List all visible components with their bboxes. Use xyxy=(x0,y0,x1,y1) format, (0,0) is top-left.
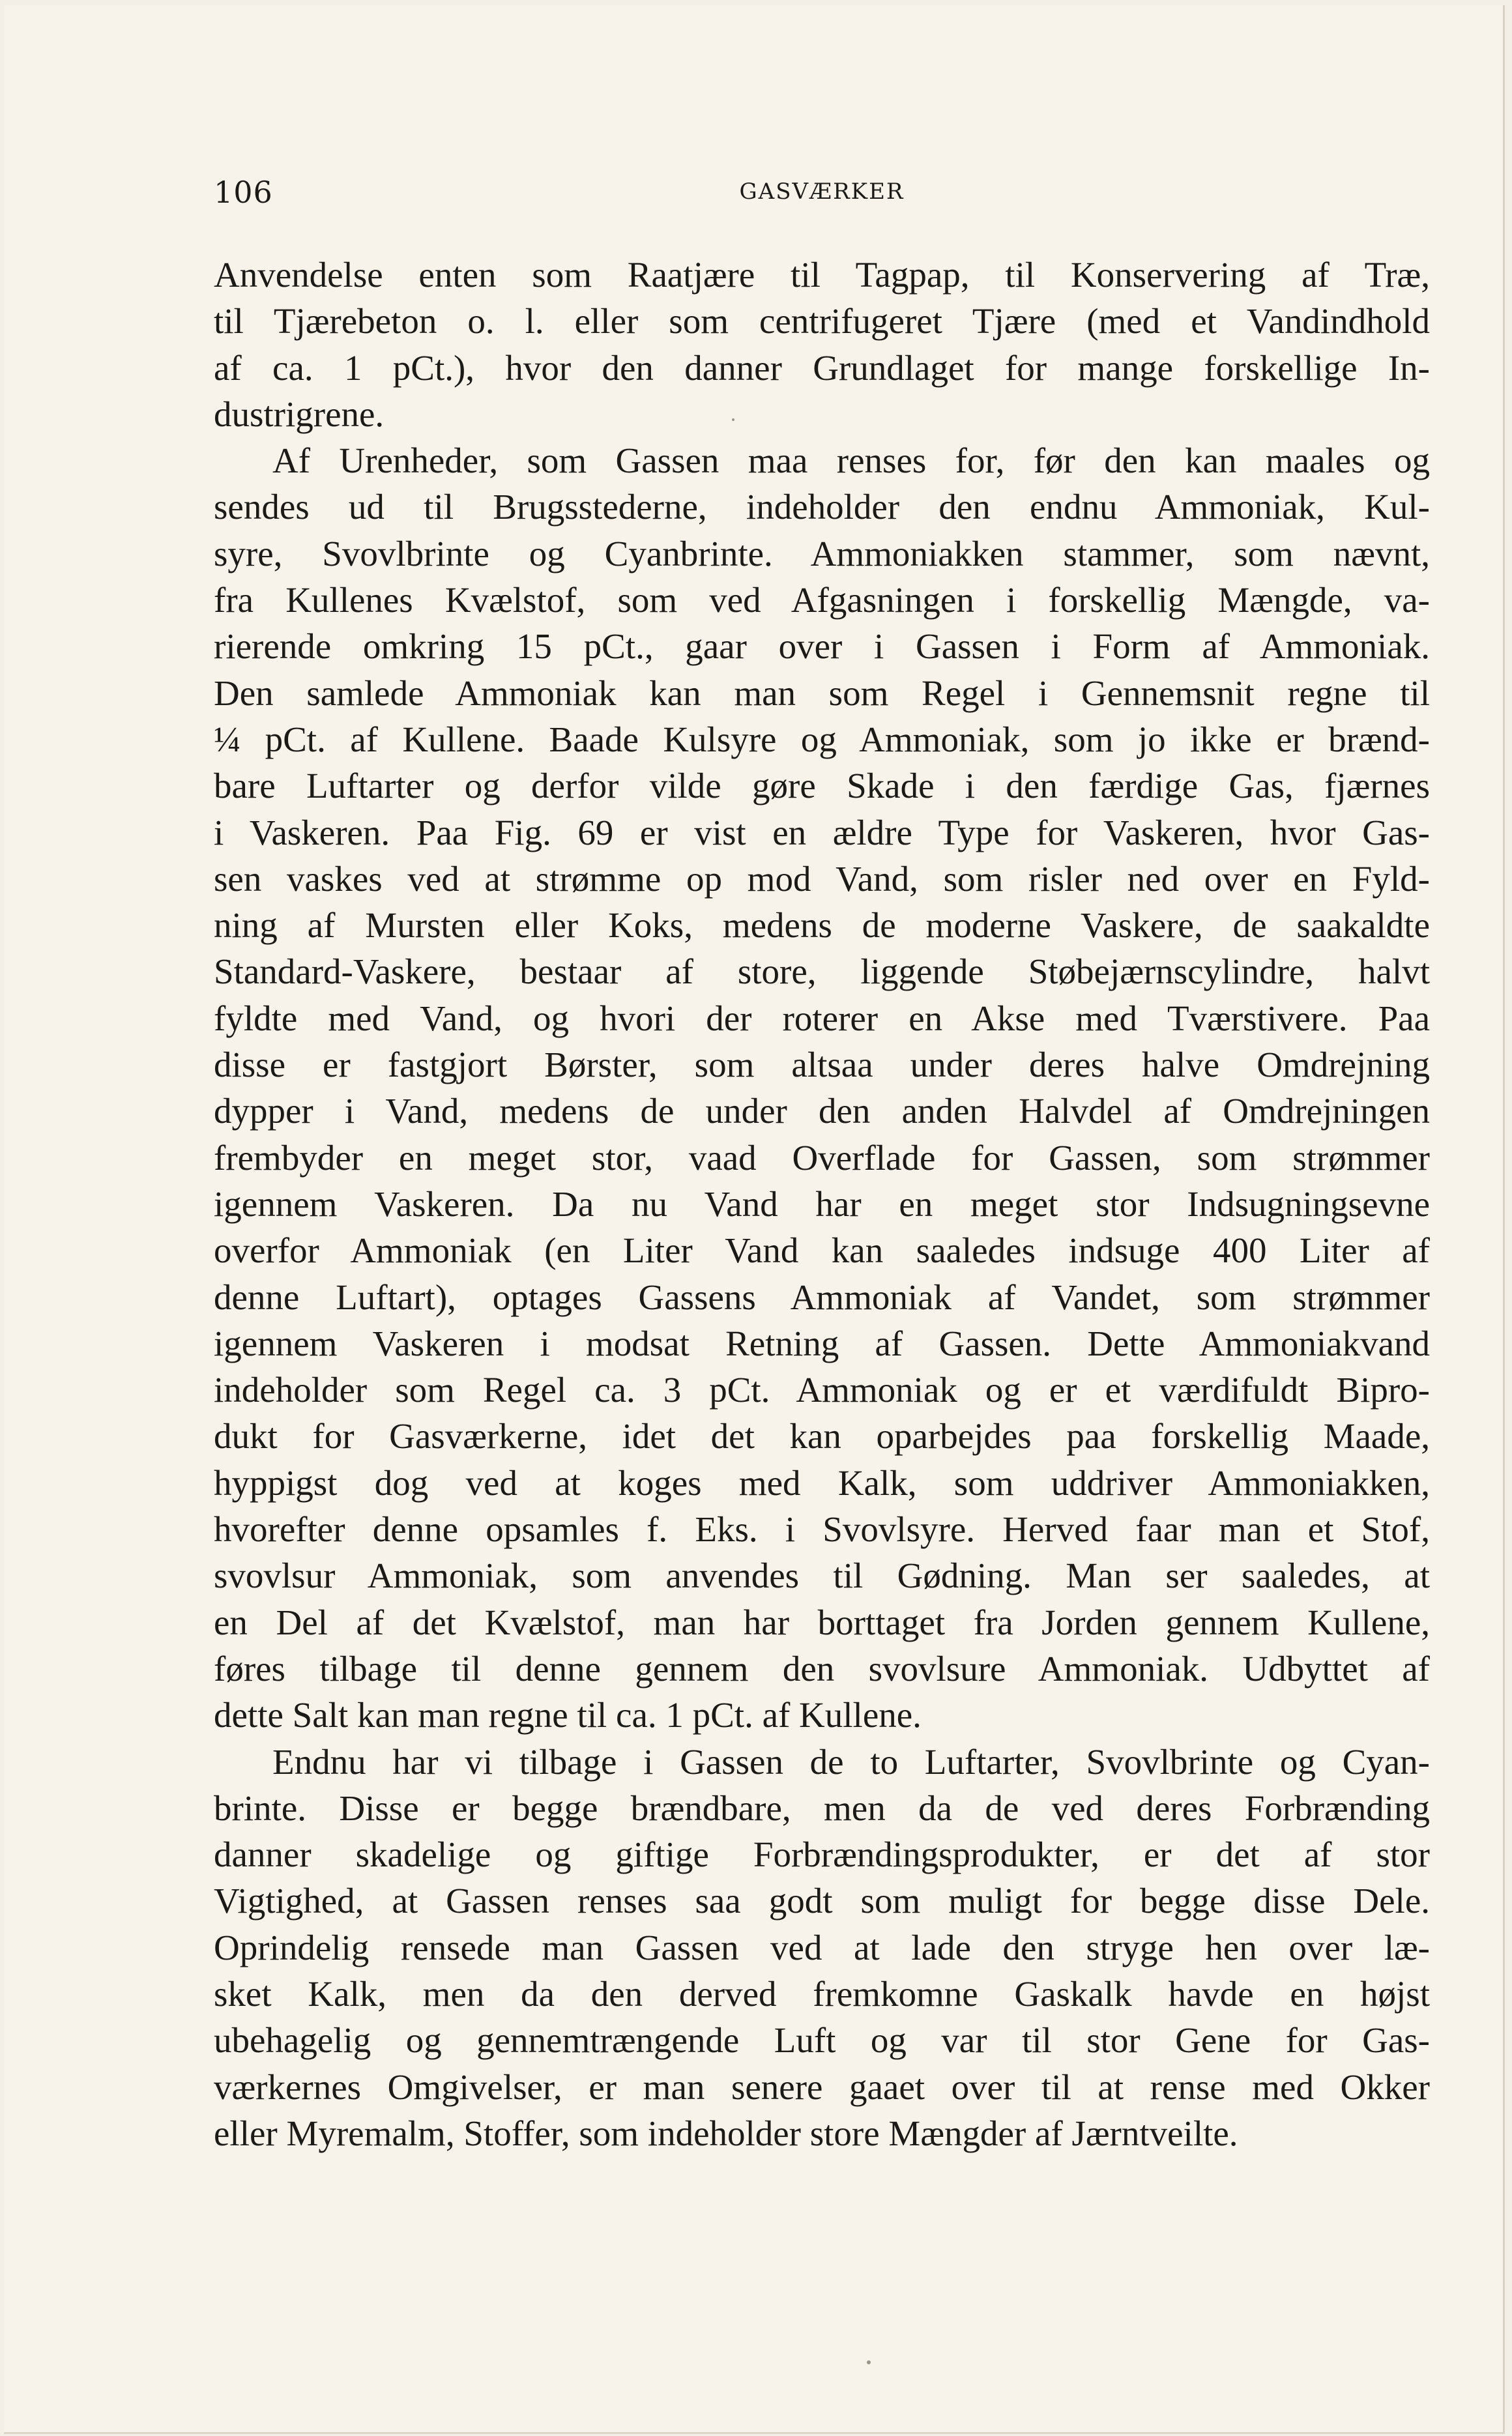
text-line: denne Luftart), optages Gassens Ammoniak af Vandet, som strømmer xyxy=(214,1277,1430,1317)
text-line: danner skadelige og giftige Forbrændingsprodukter, er det af stor xyxy=(214,1834,1430,1875)
text-line: svovlsur Ammoniak, som anvendes til Gødning. Man ser saaledes, at xyxy=(214,1556,1430,1596)
text-line: fyldte med Vand, og hvori der roterer en Akse med Tværstivere. Paa xyxy=(214,998,1430,1038)
text-line: sendes ud til Brugsstederne, indeholder den endnu Ammoniak, Kul- xyxy=(214,487,1430,527)
text-line: i Vaskeren. Paa Fig. 69 er vist en ældre Type for Vaskeren, hvor Gas- xyxy=(214,812,1430,852)
paper-speck xyxy=(732,418,734,421)
text-line: syre, Svovlbrinte og Cyanbrinte. Ammoniakken stammer, som nævnt, xyxy=(214,533,1430,573)
text-line: dypper i Vand, medens de under den anden Halvdel af Omdrejningen xyxy=(214,1091,1430,1131)
text-line: dustrigrene. xyxy=(214,394,385,434)
text-line: fra Kullenes Kvælstof, som ved Afgasningen i forskellig Mængde, va- xyxy=(214,580,1430,620)
text-line: en Del af det Kvælstof, man har borttaget fra Jorden gennem Kullene, xyxy=(214,1602,1430,1642)
text-line: frembyder en meget stor, vaad Overflade for Gassen, som strømmer xyxy=(214,1137,1430,1178)
text-line: dette Salt kan man regne til ca. 1 pCt. af Kullene. xyxy=(214,1695,922,1735)
text-line: ubehagelig og gennemtrængende Luft og var til stor Gene for Gas- xyxy=(214,2020,1430,2061)
text-line: overfor Ammoniak (en Liter Vand kan saaledes indsuge 400 Liter af xyxy=(214,1230,1430,1271)
paragraph xyxy=(214,437,1430,1738)
text-line: disse er fastgjort Børster, som altsaa under deres halve Omdrejning xyxy=(214,1045,1430,1085)
running-title: GASVÆRKER xyxy=(739,179,905,205)
text-line: Oprindelig rensede man Gassen ved at lade den stryge hen over læ- xyxy=(214,1927,1430,1967)
text-line: Af Urenheder, som Gassen maa renses for, før den kan maales og xyxy=(272,441,1430,481)
text-line: Vigtighed, at Gassen renses saa godt som muligt for begge disse Dele. xyxy=(214,1881,1430,1921)
text-line: sen vaskes ved at strømme op mod Vand, som risler ned over en Fyld- xyxy=(214,858,1430,899)
text-line: hvorefter denne opsamles f. Eks. i Svovlsyre. Herved faar man et Stof, xyxy=(214,1509,1430,1550)
text-line: igennem Vaskeren i modsat Retning af Gassen. Dette Ammoniakvand xyxy=(214,1323,1430,1363)
text-line: brinte. Disse er begge brændbare, men da de ved deres Forbrænding xyxy=(214,1788,1430,1828)
paper-speck xyxy=(867,2360,871,2364)
body-text xyxy=(214,252,1430,2156)
text-line: Endnu har vi tilbage i Gassen de to Luftarter, Svovlbrinte og Cyan- xyxy=(272,1741,1430,1782)
text-line: Anvendelse enten som Raatjære til Tagpap, til Konservering af Træ, xyxy=(214,255,1430,295)
text-line: rierende omkring 15 pCt., gaar over i Gassen i Form af Ammoniak. xyxy=(214,626,1430,667)
text-line: bare Luftarter og derfor vilde gøre Skade i den færdige Gas, fjærnes xyxy=(214,766,1430,806)
text-line: føres tilbage til denne gennem den svovlsure Ammoniak. Udbyttet af xyxy=(214,1648,1430,1689)
text-line: ¼ pCt. af Kullene. Baade Kulsyre og Ammoniak, som jo ikke er brænd- xyxy=(214,719,1430,759)
text-line: af ca. 1 pCt.), hvor den danner Grundlaget for mange forskellige In- xyxy=(214,347,1430,388)
text-line: igennem Vaskeren. Da nu Vand har en meget stor Indsugningsevne xyxy=(214,1183,1430,1224)
text-line: ning af Mursten eller Koks, medens de moderne Vaskere, de saakaldte xyxy=(214,905,1430,946)
text-line: Den samlede Ammoniak kan man som Regel i Gennemsnit regne til xyxy=(214,673,1430,713)
text-line: sket Kalk, men da den derved fremkomne Gaskalk havde en højst xyxy=(214,1973,1430,2014)
page-header xyxy=(214,175,1430,214)
text-line: indeholder som Regel ca. 3 pCt. Ammoniak og er et værdifuldt Bipro- xyxy=(214,1370,1430,1410)
text-line: til Tjærebeton o. l. eller som centrifugeret Tjære (med et Vandindhold xyxy=(214,301,1430,341)
text-line: eller Myremalm, Stoffer, som indeholder store Mængder af Jærntveilte. xyxy=(214,2113,1238,2153)
text-line: dukt for Gasværkerne, idet det kan oparbejdes paa forskellig Maade, xyxy=(214,1416,1430,1457)
text-line: Standard-Vaskere, bestaar af store, liggende Støbejærnscylindre, halvt xyxy=(214,951,1430,992)
page-number: 106 xyxy=(214,175,273,210)
paragraph xyxy=(214,1739,1430,2157)
text-line: værkernes Omgivelser, er man senere gaaet over til at rense med Okker xyxy=(214,2066,1430,2107)
paragraph xyxy=(214,252,1430,437)
text-line: hyppigst dog ved at koges med Kalk, som uddriver Ammoniakken, xyxy=(214,1462,1430,1503)
